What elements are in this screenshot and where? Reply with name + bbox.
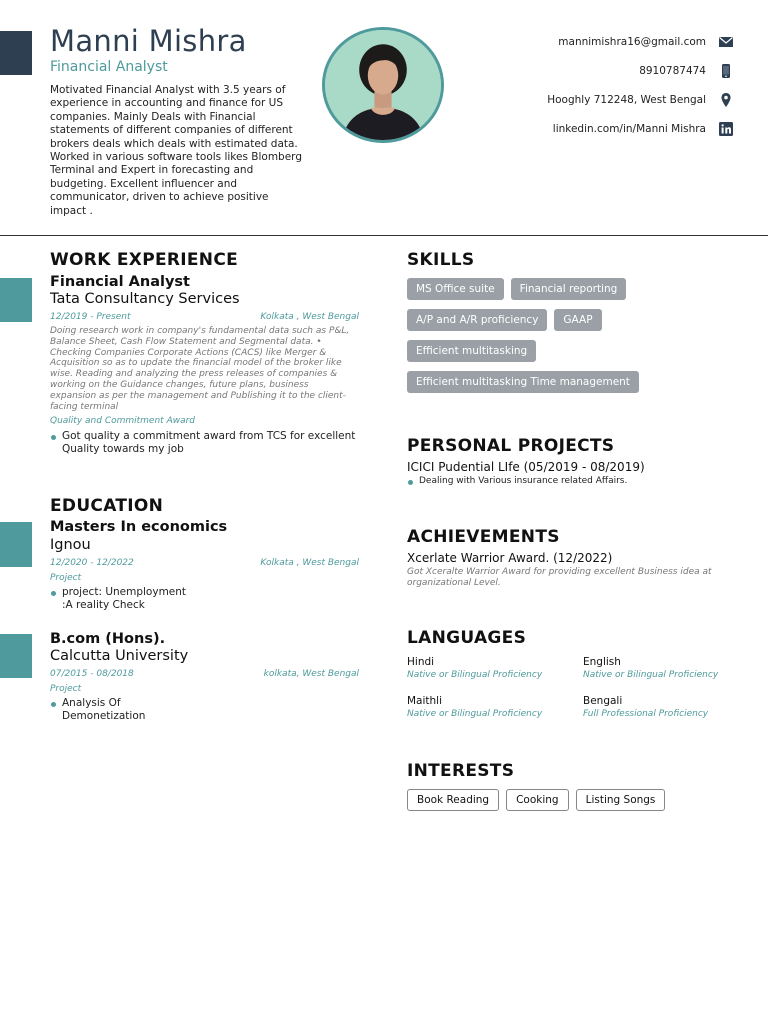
linkedin-text[interactable]: linkedin.com/in/Manni Mishra [552, 122, 706, 135]
language-item [407, 695, 577, 719]
skill-tag: Efficient multitasking Time management [407, 371, 639, 393]
education-accent-bar-1 [0, 522, 32, 567]
project-bullet: Dealing with Various insurance related Affairs. [407, 476, 627, 486]
address-text: Hooghly 712248, West Bengal [547, 93, 706, 106]
language-level: Native or Bilingual Proficiency [407, 670, 543, 680]
languages-section-title: LANGUAGES [407, 628, 527, 648]
language-name: Hindi [407, 656, 435, 668]
skill-tag: A/P and A/R proficiency [407, 309, 547, 331]
education-dates: 12/2020 - 12/2022 [50, 558, 134, 568]
education-degree: Masters In economics [50, 519, 228, 535]
education-location: Kolkata , West Bengal [260, 558, 359, 568]
envelope-icon [718, 34, 734, 50]
education-dates: 07/2015 - 08/2018 [50, 669, 134, 679]
education-school: Calcutta University [50, 648, 189, 664]
projects-section-title: PERSONAL PROJECTS [407, 436, 615, 456]
education-location: kolkata, West Bengal [263, 669, 359, 679]
education-project-heading: Project [50, 684, 82, 694]
candidate-role: Financial Analyst [50, 59, 168, 75]
contact-linkedin[interactable] [474, 114, 734, 143]
education-degree: B.com (Hons). [50, 631, 166, 647]
work-section-title: WORK EXPERIENCE [50, 250, 239, 270]
skill-tag: MS Office suite [407, 278, 504, 300]
job-description: Doing research work in company's fundamental data such as P&L, Balance Sheet, Cash Flow Statement and Segmental data. • Checking Companies Corporate Actions (CACS) like Merger & Acquisition so as to update the financial model of the broker like wise. Reading and analyzing the press releases of companies & working on the Guidance changes, future plans, business expansion as per the management and Publishing it to the client-facing terminal [50, 326, 350, 412]
language-name: Maithli [407, 695, 443, 707]
language-level: Native or Bilingual Proficiency [583, 670, 719, 680]
contact-email[interactable] [474, 27, 734, 56]
header-divider [0, 235, 768, 236]
achievement-description: Got Xceralte Warrior Award for providing excellent Business idea at organizational Level. [407, 567, 712, 588]
phone-icon [718, 63, 734, 79]
education-school: Ignou [50, 537, 91, 553]
project-name: ICICI Pudential LIfe (05/2019 - 08/2019) [407, 460, 645, 474]
phone-text[interactable]: 8910787474 [639, 64, 706, 77]
skill-tag: Efficient multitasking [407, 340, 536, 362]
achievements-section-title: ACHIEVEMENTS [407, 527, 560, 547]
education-project-heading: Project [50, 573, 82, 583]
contact-info [474, 27, 734, 143]
language-item [583, 656, 753, 680]
language-level: Native or Bilingual Proficiency [407, 709, 543, 719]
job-meta [50, 312, 359, 322]
linkedin-icon [718, 121, 734, 137]
header-accent-bar [0, 31, 32, 75]
language-name: Bengali [583, 695, 623, 707]
job-dates: 12/2019 - Present [50, 312, 131, 322]
interest-tag: Cooking [506, 789, 569, 811]
interests-list [407, 789, 665, 811]
contact-phone[interactable] [474, 56, 734, 85]
education-accent-bar-2 [0, 634, 32, 678]
map-pin-icon [718, 92, 734, 108]
language-level: Full Professional Proficiency [583, 709, 709, 719]
email-text[interactable]: mannimishra16@gmail.com [558, 35, 706, 48]
job-position: Financial Analyst [50, 274, 190, 290]
skill-tag: Financial reporting [511, 278, 627, 300]
contact-address [474, 85, 734, 114]
language-item [583, 695, 753, 719]
education-meta [50, 669, 359, 679]
job-location: Kolkata , West Bengal [260, 312, 359, 322]
skills-section-title: SKILLS [407, 250, 475, 270]
achievement-name: Xcerlate Warrior Award. (12/2022) [407, 551, 613, 565]
education-section-title: EDUCATION [50, 496, 164, 516]
job-award-bullet: Got quality a commitment award from TCS for excellent Quality towards my job [50, 430, 360, 457]
education-project-bullet: project: Unemployment :A reality Check [50, 586, 360, 613]
profile-summary: Motivated Financial Analyst with 3.5 years of experience in accounting and finance for US companies. Mainly Deals with Financial statements of different companies of different brokers deals which deals with estimated data. Worked in various software tools likes Blomberg Terminal and Expert in forecasting and budgeting. Excellent influencer and communicator, driven to achieve positive impact . [50, 84, 302, 217]
skill-tag: GAAP [554, 309, 601, 331]
candidate-name: Manni Mishra [50, 24, 247, 58]
skills-list [407, 278, 737, 393]
interest-tag: Book Reading [407, 789, 499, 811]
work-accent-bar [0, 278, 32, 322]
profile-photo [322, 27, 444, 143]
language-item [407, 656, 577, 680]
interests-section-title: INTERESTS [407, 761, 515, 781]
education-project-bullet: Analysis Of Demonetization [50, 697, 360, 724]
job-award-heading: Quality and Commitment Award [50, 416, 196, 426]
job-company: Tata Consultancy Services [50, 291, 240, 307]
language-name: English [583, 656, 621, 668]
education-meta [50, 558, 359, 568]
interest-tag: Listing Songs [576, 789, 666, 811]
